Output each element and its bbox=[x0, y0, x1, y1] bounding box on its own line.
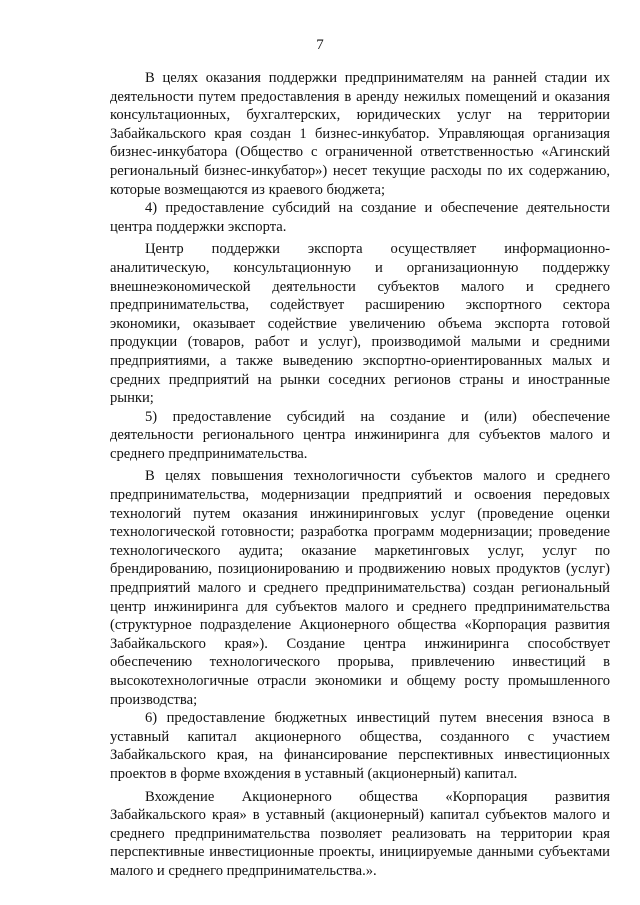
paragraph-item-4: 4) предоставление субсидий на создание и обеспечение деятельности центра поддержки экспорта. bbox=[110, 200, 610, 235]
document-body bbox=[110, 69, 610, 881]
paragraph-business-incubator: В целях оказания поддержки предпринимателям на ранней стадии их деятельности путем предоставления в аренду нежилых помещений и оказания консультационных, бухгалтерских, юридических услуг на территории Забайкальского края создан 1 бизнес-инкубатор. Управляющая организация бизнес-инкубатора (Общество с ограниченной ответственностью «Агинский региональный бизнес-инкубатор») несет текущие расходы по их содержанию, которые возмещаются из краевого бюджета; bbox=[110, 70, 610, 198]
paragraph-item-5: 5) предоставление субсидий на создание и (или) обеспечение деятельности регионального центра инжиниринга для субъектов малого и среднего предпринимательства. bbox=[110, 408, 610, 462]
paragraph-item-6: 6) предоставление бюджетных инвестиций путем внесения взноса в уставный капитал акционерного общества, созданного с участием Забайкальского края, на финансирование перспективных инвестиционных проектов в форме вхождения в уставный (акционерный) капитал. bbox=[110, 710, 610, 782]
paragraph-corporation-entry: Вхождение Акционерного общества «Корпорация развития Забайкальского края» в уставный (акционерный) капитал субъектов малого и среднего предпринимательства позволяет реализовать на территории края перспективные инвестиционные проекты, инициируемые данными субъектами малого и среднего предпринимательства.». bbox=[110, 788, 610, 879]
paragraph-export-center: Центр поддержки экспорта осуществляет информационно-аналитическую, консультационную и организационную поддержку внешнеэкономической деятельности субъектов малого и среднего предпринимательства, содействует расширению экспортного сектора экономики, оказывает содействие увеличению объема экспорта готовой продукции (товаров, работ и услуг), производимой малыми и средними предприятиями, а также выведению экспортно-ориентированных малых и средних предприятий на рынки соседних регионов страны и иностранные рынки; bbox=[110, 241, 610, 407]
page-number: 7 bbox=[316, 37, 324, 53]
paragraph-engineering-center: В целях повышения технологичности субъектов малого и среднего предпринимательства, модернизации предприятий и освоения передовых технологий путем оказания инжиниринговых услуг (проведение оценки технологической готовности; разработка программ модернизации; проведение технологического аудита; оказание маркетинговых услуг, услуг по брендированию, позиционированию и продвижению новых продуктов (услуг) предприятий малого и среднего предпринимательства) создан региональный центр инжиниринга для субъектов малого и среднего предпринимательства (структурное подразделение Акционерного общества «Корпорация развития Забайкальского края»). Создание центра инжиниринга способствует обеспечению технологического прорыва, привлечению инвестиций в высокотехнологичные отрасли экономики и общему росту промышленного производства; bbox=[110, 468, 610, 708]
